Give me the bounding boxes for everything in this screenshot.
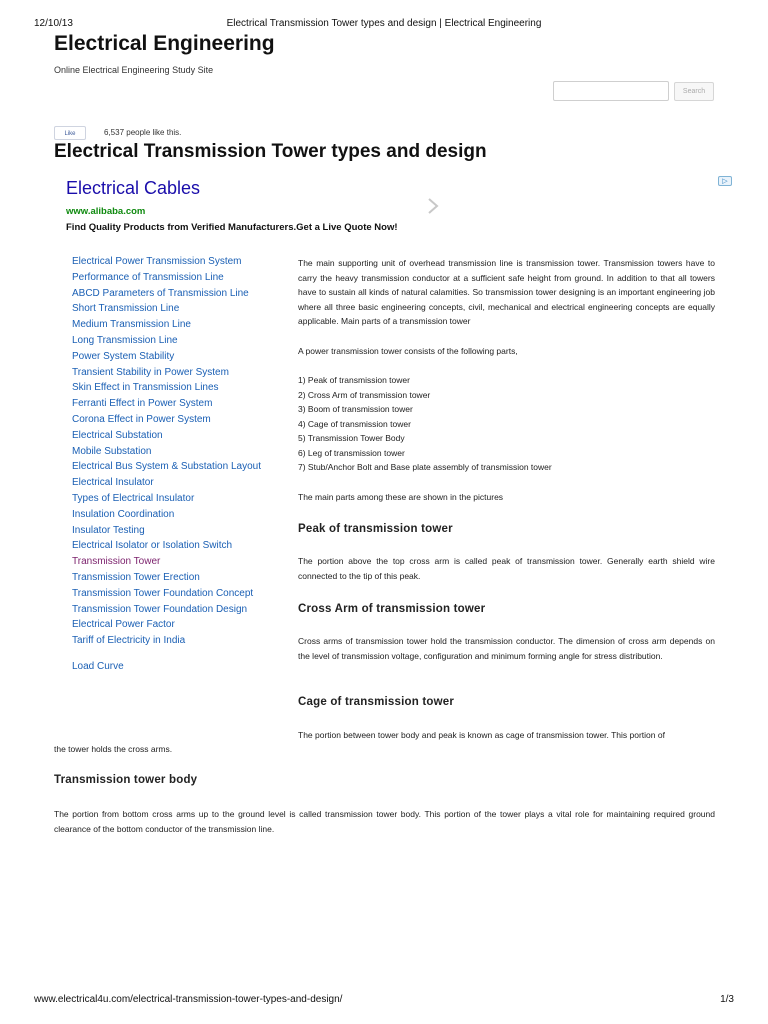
sidebar-link[interactable]: Transient Stability in Power System xyxy=(72,366,229,378)
sidebar-link[interactable]: Mobile Substation xyxy=(72,445,152,457)
sidebar-link[interactable]: Load Curve xyxy=(72,661,124,673)
print-date: 12/10/13 xyxy=(34,18,73,29)
parts-list-item: 5) Transmission Tower Body xyxy=(298,433,405,443)
sidebar-link[interactable]: Electrical Bus System & Substation Layout xyxy=(72,461,261,473)
chevron-right-icon[interactable] xyxy=(426,196,440,216)
sidebar-link[interactable]: Tariff of Electricity in India xyxy=(72,635,186,647)
body-text: The portion from bottom cross arms up to the ground level is called transmission tower body. This portion of the tower plays a vital role for maintaining required ground clearance of the bottom conductor of the transmission line. xyxy=(54,809,715,834)
sidebar-link[interactable]: Skin Effect in Transmission Lines xyxy=(72,382,219,394)
sidebar-link[interactable]: Electrical Isolator or Isolation Switch xyxy=(72,540,233,552)
sidebar-link[interactable]: Short Transmission Line xyxy=(72,303,180,315)
sidebar-link[interactable]: Types of Electrical Insulator xyxy=(72,493,195,504)
body-heading: Transmission tower body xyxy=(54,774,198,786)
parts-list-item: 2) Cross Arm of transmission tower xyxy=(298,389,431,400)
print-document-title: Electrical Transmission Tower types and design | Electrical Engineering xyxy=(226,18,542,29)
parts-list-item: 4) Cage of transmission tower xyxy=(298,418,411,429)
parts-list-item: 3) Boom of transmission tower xyxy=(298,404,413,414)
parts-list xyxy=(298,373,552,475)
sidebar-link[interactable]: Ferranti Effect in Power System xyxy=(72,398,213,410)
site-tagline: Online Electrical Engineering Study Site xyxy=(54,65,214,75)
ad-description: Find Quality Products from Verified Manufacturers.Get a Live Quote Now! xyxy=(66,222,398,233)
crossarm-heading: Cross Arm of transmission tower xyxy=(298,603,486,615)
crossarm-text: Cross arms of transmission tower hold the transmission conductor. The dimension of cross arm depends on the level of transmission voltage, configuration and minimum forming angle for stress distribution. xyxy=(298,636,715,661)
search-button[interactable]: Search xyxy=(674,82,714,101)
sidebar-link[interactable]: Insulator Testing xyxy=(72,524,145,536)
parts-list-item: 7) Stub/Anchor Bolt and Base plate assembly of transmission tower xyxy=(298,462,552,472)
parts-list-item: 6) Leg of transmission tower xyxy=(298,447,405,458)
ad-url[interactable]: www.alibaba.com xyxy=(66,206,146,217)
sidebar-link[interactable]: Transmission Tower Erection xyxy=(72,572,200,583)
sidebar-link[interactable]: Transmission Tower Foundation Design xyxy=(72,603,248,615)
pictures-note: The main parts among these are shown in the pictures xyxy=(298,492,504,502)
sidebar-link[interactable]: Electrical Power Transmission System xyxy=(72,256,242,267)
cage-text-1: The portion between tower body and peak is known as cage of transmission tower. This portion of xyxy=(298,730,665,740)
search-input[interactable] xyxy=(553,81,669,101)
sidebar-link[interactable]: Transmission Tower Foundation Concept xyxy=(72,587,254,599)
ad-choices-icon[interactable]: ▷ xyxy=(718,176,732,186)
like-count: 6,537 people like this. xyxy=(104,128,182,137)
parts-intro: A power transmission tower consists of the following parts, xyxy=(298,346,518,356)
article-content xyxy=(298,256,715,740)
peak-text: The portion above the top cross arm is called peak of transmission tower. Generally earth shield wire connected to the tip of this peak. xyxy=(298,556,715,581)
ad-title[interactable]: Electrical Cables xyxy=(66,178,201,198)
sidebar-link[interactable]: Insulation Coordination xyxy=(72,508,175,520)
sidebar-link[interactable]: Performance of Transmission Line xyxy=(72,271,224,283)
print-url: www.electrical4u.com/electrical-transmission-tower-types-and-design/ xyxy=(34,994,343,1005)
sidebar-link[interactable]: Medium Transmission Line xyxy=(72,319,191,331)
sidebar-link[interactable]: Electrical Substation xyxy=(72,429,163,441)
sidebar-link[interactable]: Electrical Insulator xyxy=(72,477,154,489)
print-page-number: 1/3 xyxy=(720,994,734,1005)
sidebar-link[interactable]: Power System Stability xyxy=(72,350,175,362)
sidebar-link[interactable]: Transmission Tower xyxy=(72,556,161,568)
site-title[interactable]: Electrical Engineering xyxy=(54,32,275,55)
parts-list-item: 1) Peak of transmission tower xyxy=(298,375,410,385)
facebook-like-button[interactable]: Like xyxy=(54,126,86,140)
cage-heading: Cage of transmission tower xyxy=(298,696,455,708)
ad-banner[interactable] xyxy=(54,172,734,242)
sidebar-link[interactable]: Corona Effect in Power System xyxy=(72,414,211,425)
sidebar-link[interactable]: Long Transmission Line xyxy=(72,335,178,346)
cage-text-2: the tower holds the cross arms. xyxy=(54,744,173,754)
page-title: Electrical Transmission Tower types and design xyxy=(54,141,487,162)
sidebar-link[interactable]: Electrical Power Factor xyxy=(72,619,175,631)
peak-heading: Peak of transmission tower xyxy=(298,523,453,535)
sidebar-link[interactable]: ABCD Parameters of Transmission Line xyxy=(72,287,249,299)
article-intro: The main supporting unit of overhead transmission line is transmission tower. Transmission towers have to carry the heavy transmission conductor at a sufficient safe height from ground. In addition to that all towers have to sustain all kinds of natural calamities. So transmission tower designing is an important engineering job where all three basic engineering concepts, civil, mechanical and electrical engineering concepts are equally applicable. Main parts of a transmission tower xyxy=(298,258,715,326)
